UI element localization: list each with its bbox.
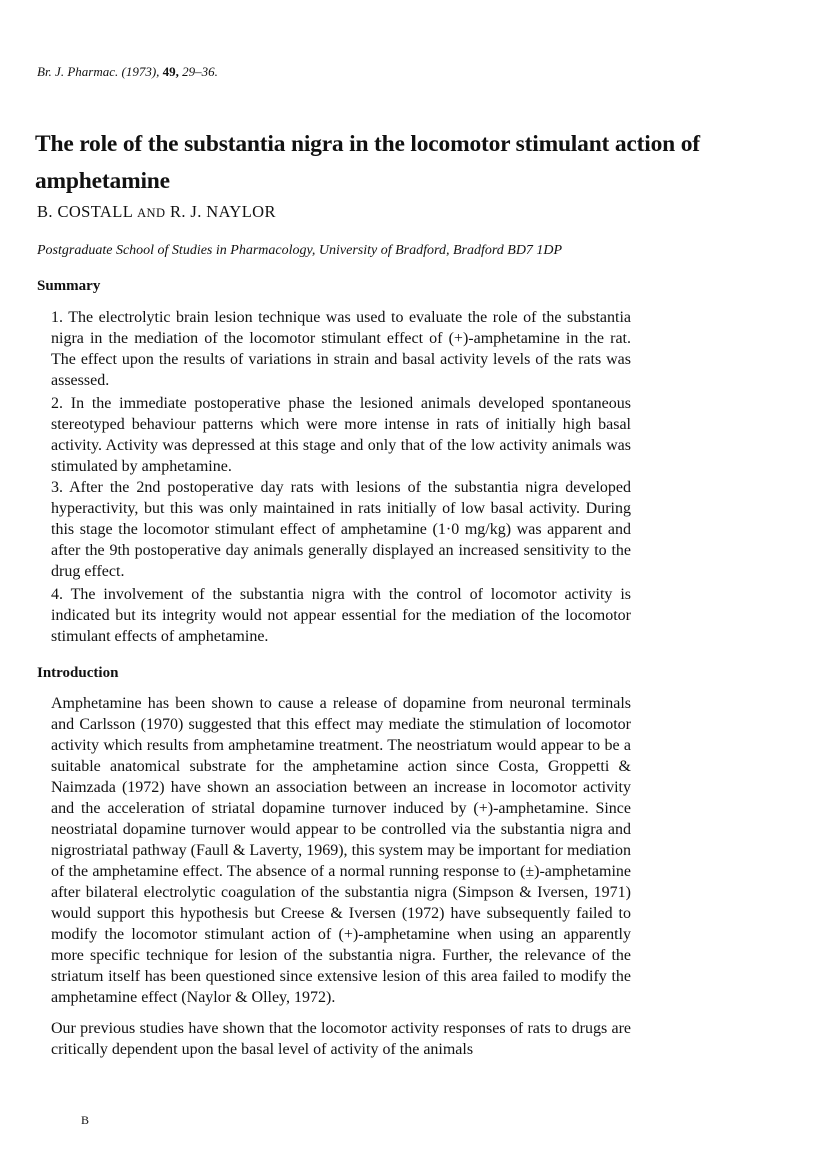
summary-item-text: 1. The electrolytic brain lesion technique was used to evaluate the role of the substantia nigra in the mediation of the locomotor stimulant effect of (+)-amphetamine in the rat. The effect upon the results of variations in strain and basal activity levels of the rats was assessed. <box>51 309 631 389</box>
introduction-heading: Introduction <box>37 665 119 681</box>
summary-item <box>51 393 631 477</box>
author-costall: B. COSTALL <box>37 202 133 221</box>
summary-item-text: 4. The involvement of the substantia nigra with the control of locomotor activity is indicated but its integrity would not appear essential for the mediation of the locomotor stimulant effects of amphetamine. <box>51 586 631 645</box>
introduction-paragraph: Amphetamine has been shown to cause a release of dopamine from neuronal terminals and Carlsson (1970) suggested that this effect may mediate the stimulation of locomotor activity which results from amphetamine treatment. The neostriatum would appear to be a suitable anatomical substrate for the amphetamine action since Costa, Groppetti & Naimzada (1972) have shown an association between an increase in locomotor activity and the acceleration of striatal dopamine turnover induced by (+)-amphetamine. Since neostriatal dopamine turnover would appear to be controlled via the substantia nigra and nigrostriatal pathway (Faull & Laverty, 1969), this system may be important for mediation of the amphetamine effect. The absence of a normal running response to (±)-amphetamine after bilateral electrolytic coagulation of the substantia nigra (Simpson & Iversen, 1971) would support this hypothesis but Creese & Iversen (1972) have subsequently failed to modify the locomotor stimulant action of (+)-amphetamine when using an apparently more specific technique for lesion of the substantia nigra. Further, the relevance of the striatum itself has been questioned since extensive lesion of this area failed to modify the amphetamine effect (Naylor & Olley, 1972). <box>51 695 631 1006</box>
summary-item <box>51 307 631 391</box>
author-line <box>37 202 276 222</box>
journal-volume: 49, <box>162 64 179 79</box>
summary-item-text: 3. After the 2nd postoperative day rats with lesions of the substantia nigra developed hyperactivity, but this was only maintained in rats initially of low basal activity. During this stage the locomotor stimulant effect of amphetamine (1·0 mg/kg) was apparent and after the 9th postoperative day animals generally displayed an increased sensitivity to the drug effect. <box>51 479 631 580</box>
journal-name: Br. J. Pharmac. <box>37 64 119 79</box>
signature-mark: B <box>81 1113 90 1127</box>
summary-item <box>51 477 631 582</box>
author-naylor: R. J. NAYLOR <box>169 202 276 221</box>
summary-item-text: 2. In the immediate postoperative phase the lesioned animals developed spontaneous stereotyped behaviour patterns which were more intense in rats of initially high basal activity. Activity was depressed at this stage and only that of the low activity animals was stimulated by amphetamine. <box>51 395 631 475</box>
introduction-body <box>51 693 631 1060</box>
introduction-paragraph: Our previous studies have shown that the locomotor activity responses of rats to drugs are critically dependent upon the basal level of activity of the animals <box>51 1020 631 1058</box>
journal-citation <box>37 64 218 80</box>
summary-item <box>51 584 631 647</box>
article-title: The role of the substantia nigra in the locomotor stimulant action of amphetamine <box>35 131 700 194</box>
author-conjunction: AND <box>137 206 166 220</box>
summary-heading: Summary <box>37 278 101 294</box>
journal-year: (1973), <box>118 64 163 79</box>
journal-pages: 29–36. <box>178 64 218 79</box>
affiliation: Postgraduate School of Studies in Pharmacology, University of Bradford, Bradford BD7 1DP <box>37 243 563 258</box>
